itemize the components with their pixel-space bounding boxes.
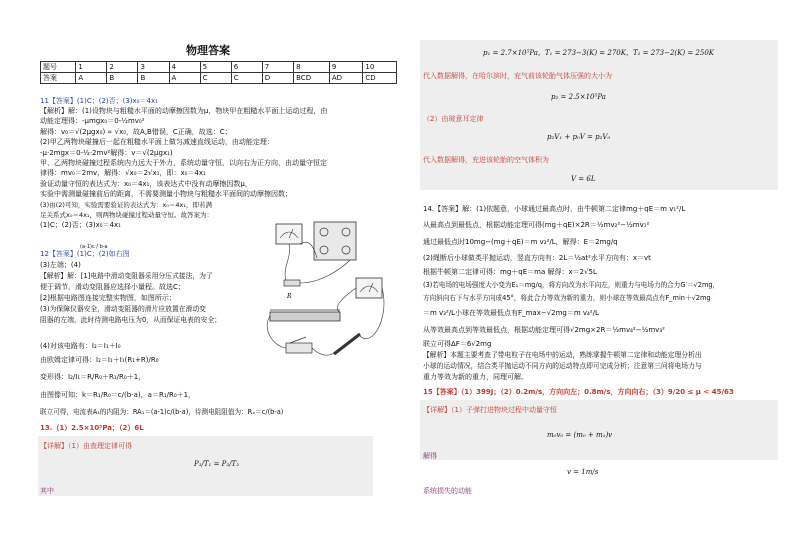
q13-formula: p₂ = 2.5×10⁵Pa bbox=[551, 93, 606, 101]
q12-fraction: (a-1)c / b-a bbox=[80, 244, 108, 250]
q13-tail: 其中 bbox=[40, 487, 54, 495]
q14-line: ＝m v₃²/L小球在等效最低点有F_max−√2mg＝m v₄²/L bbox=[423, 309, 599, 317]
svg-text:R: R bbox=[287, 293, 292, 300]
q14-line: 根据牛顿第二定律可得：mg＋qE＝ma 解得：x＝2√5L bbox=[423, 268, 597, 276]
table-cell: C bbox=[200, 73, 231, 84]
table-cell: C bbox=[231, 73, 262, 84]
rheostat-icon bbox=[270, 310, 340, 321]
ammeter-icon bbox=[276, 224, 302, 244]
table-cell: 4 bbox=[169, 62, 200, 73]
q15-line: 解得 bbox=[423, 452, 437, 460]
q15-detail: 【详解】（1）子弹打进物块过程中动量守恒 bbox=[423, 406, 557, 414]
table-cell: D bbox=[262, 73, 293, 84]
q11-line: (3)由(2)可知，实验需要验证的表达式为：x₀＝4x₁，即若满 bbox=[40, 201, 212, 209]
q15-tail: 系统损失的动能 bbox=[423, 487, 472, 495]
q11-answer: 11【答案】(1)C；(2)否；(3)x₀＝4x₁ bbox=[40, 97, 158, 105]
voltmeter-icon bbox=[356, 278, 382, 298]
q11-line: (1)C；(2)否；(3)x₀＝4x₁ bbox=[40, 221, 121, 229]
q13-formula: V = 6L bbox=[571, 175, 596, 183]
table-cell: B bbox=[138, 73, 169, 84]
q12-line: 变形得：I₂/I₁＝R/R₀＋R₁/R₀＋1， bbox=[40, 373, 146, 381]
q14-line: 从等效最高点到等效最低点，根据动能定理可得√2mg×2R＝½mv₄²−½mv₃² bbox=[423, 326, 665, 334]
table-cell: A bbox=[76, 73, 107, 84]
table-cell: CD bbox=[363, 73, 397, 84]
circuit-diagram bbox=[262, 218, 392, 373]
table-cell: 2 bbox=[107, 62, 138, 73]
battery-icon bbox=[334, 334, 360, 354]
q11-line: 足关系式x₀＝4x₁，则两物块碰撞过程动量守恒。故答案为： bbox=[40, 211, 214, 219]
q13-line: 代入数据解得，在哈尔滨时，充气前该轮胎气体压强的大小为 bbox=[423, 72, 612, 80]
q14-line: 小球的运动情况，结合类平抛运动不同方向的运动特点即可完成分析；注意第三问将电场力与 bbox=[423, 362, 702, 370]
q11-line: 【解析】解：(1)设物块与粗糙水平面的动摩擦因数为μ，物块甲在粗糙水平面上运动过程，由 bbox=[40, 107, 328, 115]
table-cell: AD bbox=[329, 73, 363, 84]
q13-answer: 13.（1）2.5×10⁵Pa；（2）6L bbox=[40, 424, 144, 432]
resistor-icon bbox=[284, 280, 300, 300]
right-column bbox=[397, 0, 794, 560]
q13-formula: p₁ = 2.7×10⁵Pa，T₁ = 273−3(K) = 270K，T₂ = 273−2(K) = 250K bbox=[483, 49, 715, 57]
table-cell: BCD bbox=[294, 73, 330, 84]
q15-formula: m₀v₀ = (m₀ + m₁)v bbox=[547, 431, 613, 439]
q14-line: 通过最低点时10mg−(mg＋qE)＝m v₂²/L，解得：E＝2mg/q bbox=[423, 238, 618, 246]
q12-line: (3)左端；(4) bbox=[40, 261, 81, 269]
table-cell: 10 bbox=[363, 62, 397, 73]
row-header: 答案 bbox=[41, 73, 76, 84]
q11-line: 解得：v₀＝√(2μgx₀) ∝ √x₀，故A,B错误，C正确，故选：C； bbox=[40, 128, 232, 136]
q11-line: 律得：mv₀＝2mv，解得：√x₀＝2√x₁，即：x₀＝4x₁ bbox=[40, 169, 206, 177]
table-cell: B bbox=[107, 73, 138, 84]
q14-line: 从最高点到最低点，根据动能定理可得(mg＋qE)×2R＝½mv₂²−½mv₁² bbox=[423, 221, 650, 229]
table-cell: 5 bbox=[200, 62, 231, 73]
q12-line: (3)为保障仪器安全，滑动变阻器的滑片应放置在滑动变 bbox=[40, 305, 206, 313]
q14-line: 联立可得ΔF＝6√2mg bbox=[423, 340, 492, 348]
power-supply-icon bbox=[314, 222, 356, 260]
q12-line: 【解析】解：[1]电路中滑动变阻器采用分压式接法，为了 bbox=[40, 272, 213, 280]
q14-line: 重力等效为新的重力，同理可解。 bbox=[423, 373, 528, 381]
q14-answer: 14.【答案】解：(1)依题意，小球通过最高点时，由牛顿第二定律mg＋qE＝m v₁²/L bbox=[423, 205, 686, 213]
table-cell: 8 bbox=[294, 62, 330, 73]
table-cell: 7 bbox=[262, 62, 293, 73]
q12-line: 由图像可知：k＝R₁/R₀＝c/(b-a)，a＝R₁/R₀＋1， bbox=[40, 391, 196, 399]
q13-detail: 【详解】（1）由查理定律可得 bbox=[40, 442, 132, 450]
q13-formula: P₁/T₁ = P₂/T₂ bbox=[194, 460, 240, 468]
q15-answer: 15【答案】（1）399J；（2）0.2m/s，方向向左；0.8m/s，方向向右；（3）9/20 ≤ μ < 45/63 bbox=[423, 388, 734, 396]
switch-icon bbox=[286, 337, 312, 353]
row-header: 题号 bbox=[41, 62, 76, 73]
q11-line: 验证动量守恒的表达式为：x₀＝4x₁，该表达式中没有动摩擦因数μ， bbox=[40, 180, 252, 188]
q12-line: [2]根据电路图连接完整实物图，如图所示； bbox=[40, 294, 176, 302]
q12-line: 联立可得，电流表A₁的内阻为：RA₁＝(a-1)c/(b-a)，待测电阻阻值为：Rₓ＝c/(b-a) bbox=[40, 408, 284, 416]
q12-line: 由欧姆定律可得：I₂＝I₁＋I₁(R₁+R)/R₀ bbox=[40, 356, 159, 364]
answer-table bbox=[40, 61, 397, 84]
q14-line: 方向斜向右下与水平方向成45°，将此合力等效为新的重力，则小球在等效最高点有F_min＋√2mg bbox=[423, 294, 711, 302]
table-row bbox=[41, 62, 397, 73]
q12-line: 阻器的左端，此时待测电路电压为0，从而保证电表的安全； bbox=[40, 316, 222, 324]
q11-line: -μ·2mgx＝0-½·2mv²解得：v＝√(2μgx₁) bbox=[40, 149, 173, 157]
q14-line: 【解析】本题主要考查了带电粒子在电场中的运动，熟练掌握牛顿第二定律和动能定理分析出 bbox=[423, 351, 702, 359]
table-cell: 9 bbox=[329, 62, 363, 73]
q14-line: (2)绳断后小球做类平抛运动，竖直方向有：2L＝½at²水平方向有：x＝vt bbox=[423, 254, 651, 262]
q11-line: (2)甲乙两物块碰撞后一起在粗糙水平面上做匀减速直线运动，由动能定理： bbox=[40, 138, 274, 146]
q12-line: 便于调节，滑动变阻器应选择小量程。故选C； bbox=[40, 283, 185, 291]
table-row bbox=[41, 73, 397, 84]
q13-line: 代入数据解得，充进该轮胎的空气体积为 bbox=[423, 156, 549, 164]
table-cell: 6 bbox=[231, 62, 262, 73]
q11-line: 实验中需测量碰撞前后的距离，不需要测量小物块与粗糙水平面间的动摩擦因数； bbox=[40, 190, 292, 198]
q13-formula: p₂V₁ + p₀V = p₂V₀ bbox=[547, 133, 611, 141]
q12-answer: 12【答案】(1)C；(2)如右图 bbox=[40, 250, 130, 258]
q11-line: 甲、乙两物块碰撞过程系统内力远大于外力，系统动量守恒，以向右为正方向，由动量守恒定 bbox=[40, 159, 327, 167]
q12-line: (4)对该电路有：I₂＝I₁＋I₀ bbox=[40, 342, 121, 350]
table-cell: 3 bbox=[138, 62, 169, 73]
q14-line: (3)若电场的电场强度大小变为E₁＝mg/q，将方向改为水平向左，则重力与电场力的合力G′＝√2mg， bbox=[423, 281, 720, 289]
q11-line: 动能定理得：-μmgx₀＝0-½mv₀² bbox=[40, 117, 145, 125]
q13-line: （2）由玻意耳定律 bbox=[423, 115, 484, 123]
q15-formula: v = 1m/s bbox=[567, 468, 599, 476]
table-cell: 1 bbox=[76, 62, 107, 73]
page-title: 物理答案 bbox=[186, 44, 230, 57]
table-cell: A bbox=[169, 73, 200, 84]
